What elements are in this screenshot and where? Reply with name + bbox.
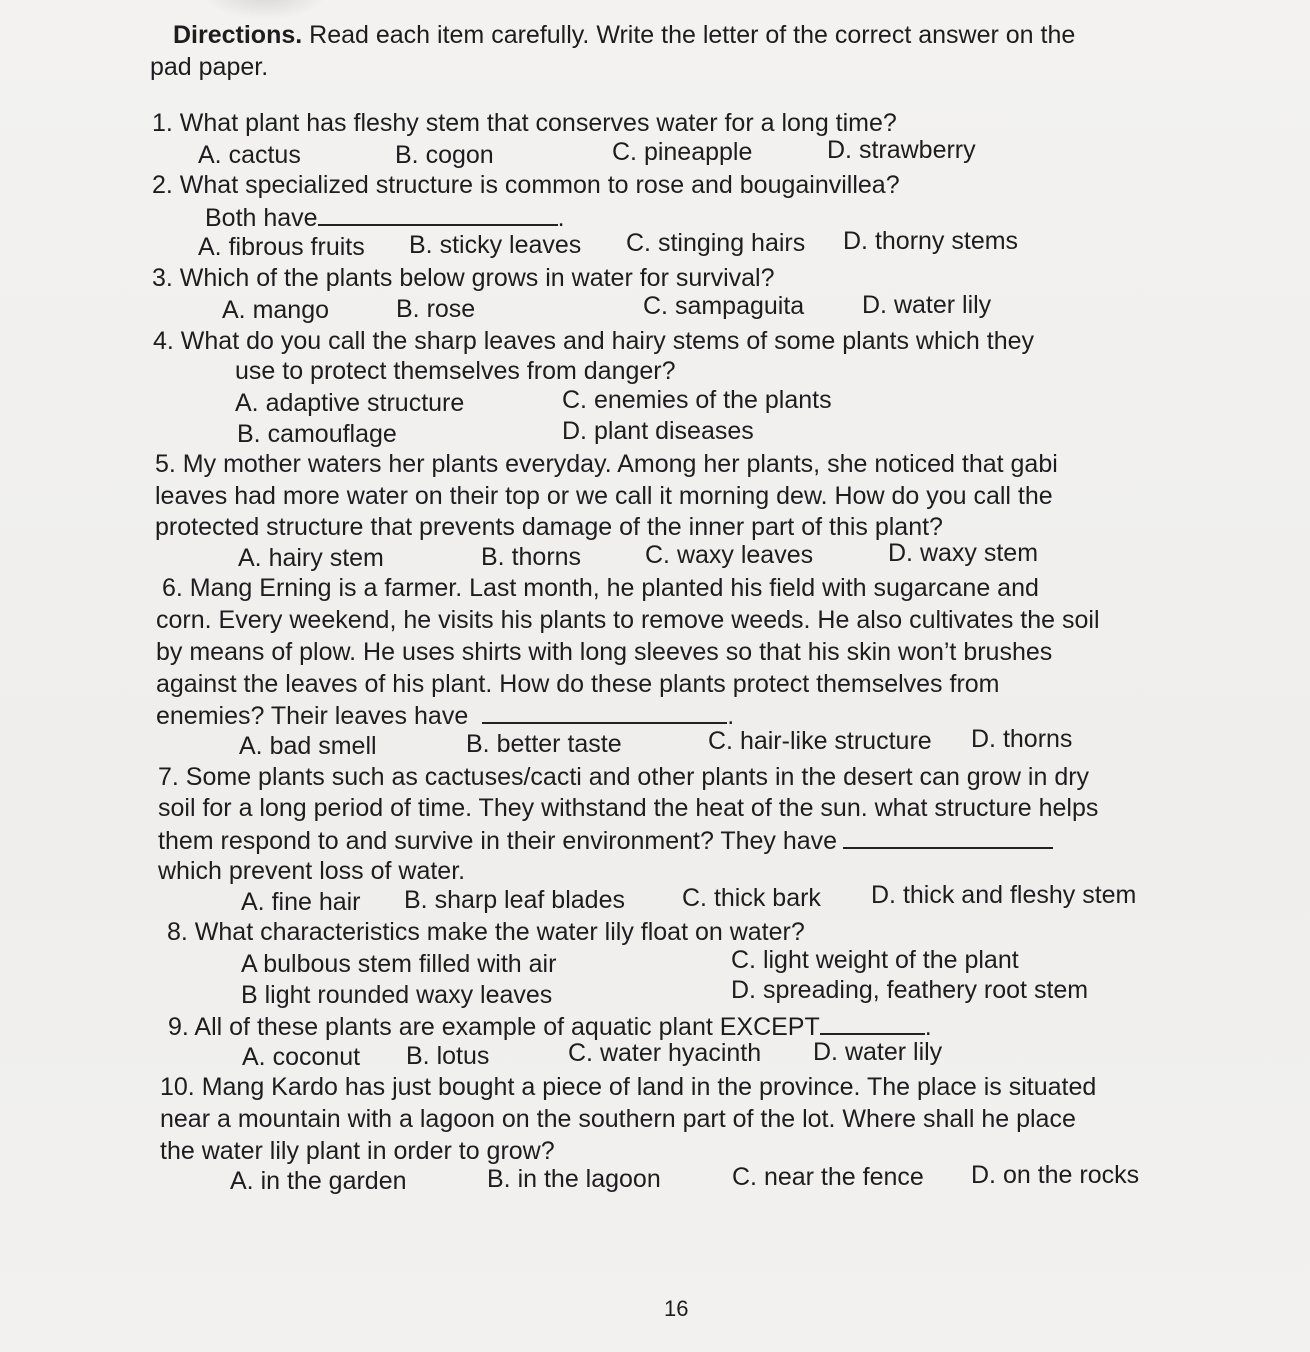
question-7-text-4: which prevent loss of water. <box>158 857 466 885</box>
q5-choice-a: A. hairy stem <box>238 544 384 572</box>
directions-line-2: pad paper. <box>150 53 269 81</box>
question-10-text-1: 10. Mang Kardo has just bought a piece of land in the province. The place is situated <box>160 1073 1097 1101</box>
q6-choice-a: A. bad smell <box>239 732 377 760</box>
q9-choice-a: A. coconut <box>242 1043 361 1071</box>
directions-line-1 <box>173 20 1075 50</box>
q5-choice-b: B. thorns <box>481 543 582 571</box>
scan-shadow <box>200 0 330 20</box>
q10-choice-b: B. in the lagoon <box>487 1165 661 1193</box>
directions-text: Read each item carefully. Write the letter of the correct answer on the <box>309 21 1076 49</box>
question-10-text-3: the water lily plant in order to grow? <box>160 1137 555 1165</box>
q2-choice-b: B. sticky leaves <box>409 231 582 259</box>
q7-stem-text: them respond to and survive in their environment? They have <box>158 827 838 855</box>
q9-stem-suffix: . <box>924 1013 932 1041</box>
q5-choice-c: C. waxy leaves <box>645 541 814 569</box>
question-5-text-1: 5. My mother waters her plants everyday. Among her plants, she noticed that gabi <box>155 450 1058 478</box>
question-10-text-2: near a mountain with a lagoon on the southern part of the lot. Where shall he place <box>160 1105 1076 1133</box>
q4-choice-c: C. enemies of the plants <box>562 386 832 414</box>
page-number: 16 <box>664 1296 689 1321</box>
answer-blank <box>482 700 727 724</box>
q5-choice-d: D. waxy stem <box>888 539 1039 567</box>
q10-choice-a: A. in the garden <box>230 1167 407 1195</box>
q2-stem-suffix: . <box>557 204 565 232</box>
q10-choice-c: C. near the fence <box>732 1163 924 1191</box>
q2-choice-a: A. fibrous fruits <box>198 233 365 261</box>
question-5-text-2: leaves had more water on their top or we call it morning dew. How do you call the <box>155 482 1053 510</box>
q6-stem-suffix: . <box>727 702 735 730</box>
question-6-text-5 <box>156 700 734 731</box>
q3-choice-c: C. sampaguita <box>643 292 805 320</box>
q1-choice-a: A. cactus <box>198 141 301 169</box>
q6-choice-c: C. hair-like structure <box>708 727 932 755</box>
answer-blank <box>318 202 558 226</box>
q7-choice-d: D. thick and fleshy stem <box>871 881 1137 909</box>
q9-choice-b: B. lotus <box>406 1042 490 1070</box>
question-3-text: 3. Which of the plants below grows in water for survival? <box>152 264 775 292</box>
q7-choice-b: B. sharp leaf blades <box>404 886 625 914</box>
q9-stem-text: 9. All of these plants are example of aquatic plant EXCEPT <box>168 1013 820 1041</box>
question-7-text-3 <box>158 825 1053 856</box>
q3-choice-a: A. mango <box>222 296 330 324</box>
q1-choice-b: B. cogon <box>395 141 494 169</box>
q9-choice-d: D. water lily <box>813 1038 943 1066</box>
q1-choice-d: D. strawberry <box>827 136 976 164</box>
question-6-text-2: corn. Every weekend, he visits his plants to remove weeds. He also cultivates the soil <box>156 606 1100 634</box>
question-8-text: 8. What characteristics make the water lily float on water? <box>167 918 805 946</box>
q7-choice-a: A. fine hair <box>241 888 361 916</box>
q2-stem <box>205 202 565 233</box>
q4-choice-a: A. adaptive structure <box>235 389 465 417</box>
question-6-text-1: 6. Mang Erning is a farmer. Last month, he planted his field with sugarcane and <box>162 574 1039 602</box>
question-2-text: 2. What specialized structure is common to rose and bougainvillea? <box>152 171 900 199</box>
q8-choice-a: A bulbous stem filled with air <box>241 950 557 978</box>
q6-choice-d: D. thorns <box>971 725 1073 753</box>
q2-choice-c: C. stinging hairs <box>626 229 806 257</box>
q6-choice-b: B. better taste <box>466 730 622 758</box>
q1-choice-c: C. pineapple <box>612 138 753 166</box>
q3-choice-b: B. rose <box>396 295 476 323</box>
q10-choice-d: D. on the rocks <box>971 1161 1140 1189</box>
question-1-text: 1. What plant has fleshy stem that conserves water for a long time? <box>152 109 897 137</box>
answer-blank <box>843 825 1053 849</box>
question-7-text-1: 7. Some plants such as cactuses/cacti and other plants in the desert can grow in dry <box>158 763 1090 791</box>
question-6-text-4: against the leaves of his plant. How do these plants protect themselves from <box>156 670 1000 698</box>
q8-choice-b: B light rounded waxy leaves <box>241 981 553 1009</box>
question-4-text-1: 4. What do you call the sharp leaves and hairy stems of some plants which they <box>153 327 1035 355</box>
q8-choice-d: D. spreading, feathery root stem <box>731 976 1089 1004</box>
question-5-text-3: protected structure that prevents damage of the inner part of this plant? <box>155 513 943 541</box>
q6-stem-text: enemies? Their leaves have <box>156 702 469 730</box>
question-7-text-2: soil for a long period of time. They withstand the heat of the sun. what structure helps <box>158 794 1099 822</box>
q4-choice-b: B. camouflage <box>237 420 397 448</box>
q2-stem-prefix: Both have <box>205 204 318 232</box>
q2-choice-d: D. thorny stems <box>843 227 1019 255</box>
q3-choice-d: D. water lily <box>862 291 992 319</box>
answer-blank <box>820 1011 925 1035</box>
q9-choice-c: C. water hyacinth <box>568 1039 762 1067</box>
question-6-text-3: by means of plow. He uses shirts with long sleeves so that his skin won’t brushes <box>156 638 1053 666</box>
question-4-text-2: use to protect themselves from danger? <box>235 357 676 385</box>
q7-choice-c: C. thick bark <box>682 884 821 912</box>
q4-choice-d: D. plant diseases <box>562 417 754 445</box>
q8-choice-c: C. light weight of the plant <box>731 946 1019 974</box>
directions-label: Directions. <box>173 21 303 49</box>
